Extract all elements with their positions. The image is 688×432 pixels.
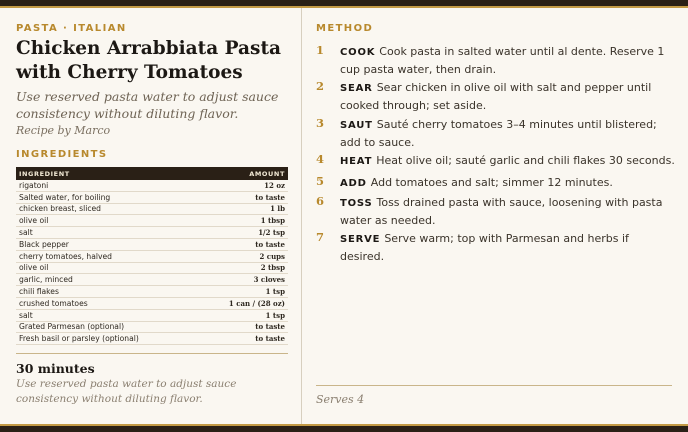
recipe-subtitle: Use reserved pasta water to adjust sauce consistency without diluting flavor. <box>16 89 279 121</box>
recipe-category: PASTA · ITALIAN <box>16 23 127 34</box>
ingredient-amount: 1 tsp <box>265 287 285 297</box>
servings: Serves 4 <box>316 393 365 406</box>
ingredients-table-header <box>16 167 288 180</box>
ingredient-amount: 1 lb <box>270 204 285 214</box>
step-number: 5 <box>316 174 325 188</box>
step-verb: SEAR <box>340 83 373 94</box>
ingredient-name: chili flakes <box>19 287 59 297</box>
step-number: 1 <box>316 43 325 57</box>
ingredient-amount: to taste <box>255 192 285 202</box>
amount-column-header: AMOUNT <box>249 169 285 178</box>
ingredient-row <box>16 333 288 345</box>
ingredient-amount: 2 tbsp <box>260 263 285 273</box>
ingredient-name: Black pepper <box>19 239 69 249</box>
ingredient-name: garlic, minced <box>19 275 73 285</box>
time-note: Use reserved pasta water to adjust sauce consistency without diluting flavor. <box>16 378 237 405</box>
step-text: Heat olive oil; sauté garlic and chili flakes 30 seconds. <box>376 154 675 167</box>
ingredient-name: Fresh basil or parsley (optional) <box>19 334 139 344</box>
step-verb: ADD <box>340 178 367 189</box>
step-text: Sear chicken in olive oil with salt and pepper until cooked through; set aside. <box>340 81 652 112</box>
step-number: 6 <box>316 194 325 208</box>
step-body <box>340 174 676 192</box>
ingredient-row <box>16 286 288 298</box>
left-footer-rule <box>16 353 288 354</box>
ingredient-name: cherry tomatoes, halved <box>19 251 112 261</box>
step-body <box>340 194 676 229</box>
ingredient-row <box>16 274 288 286</box>
step-text: Sauté cherry tomatoes 3–4 minutes until blistered; add to sauce. <box>340 118 657 149</box>
ingredient-amount: to taste <box>255 322 285 332</box>
step-number: 2 <box>316 79 325 93</box>
ingredient-amount: 2 cups <box>259 251 285 261</box>
bottom-band <box>0 426 688 432</box>
ingredient-row <box>16 215 288 227</box>
step-text: Toss drained pasta with sauce, loosening with pasta water as needed. <box>340 196 663 227</box>
ingredient-amount: 1 tsp <box>265 310 285 320</box>
ingredient-name: crushed tomatoes <box>19 298 88 308</box>
ingredient-row <box>16 251 288 263</box>
recipe-author: Recipe by Marco <box>16 124 111 137</box>
ingredient-amount: 1 can / (28 oz) <box>228 298 285 308</box>
ingredient-column-header: INGREDIENT <box>19 169 70 178</box>
step-text: Cook pasta in salted water until al dente. Reserve 1 cup pasta water, then drain. <box>340 45 665 76</box>
step-number: 7 <box>316 230 325 244</box>
ingredient-amount: 1/2 tsp <box>258 228 285 238</box>
ingredient-row <box>16 263 288 275</box>
ingredient-row <box>16 204 288 216</box>
ingredients-table <box>16 167 288 345</box>
total-time: 30 minutes <box>16 361 95 376</box>
step-body <box>340 43 676 78</box>
ingredient-amount: to taste <box>255 239 285 249</box>
step-verb: COOK <box>340 47 376 58</box>
step-text: Serve warm; top with Parmesan and herbs if desired. <box>340 232 629 263</box>
ingredient-name: rigatoni <box>19 180 49 190</box>
right-footer-rule <box>316 385 672 386</box>
ingredient-row <box>16 298 288 310</box>
step-number: 3 <box>316 116 325 130</box>
ingredient-name: olive oil <box>19 263 49 273</box>
ingredients-heading: INGREDIENTS <box>16 149 108 160</box>
step-body <box>340 79 676 114</box>
step-verb: HEAT <box>340 156 373 167</box>
ingredient-row <box>16 227 288 239</box>
step-verb: SERVE <box>340 234 381 245</box>
ingredient-amount: to taste <box>255 334 285 344</box>
ingredient-row <box>16 310 288 322</box>
ingredient-name: Grated Parmesan (optional) <box>19 322 125 332</box>
step-number: 4 <box>316 152 325 166</box>
ingredient-row <box>16 322 288 334</box>
step-body <box>340 152 676 170</box>
step-verb: TOSS <box>340 198 373 209</box>
ingredient-name: salt <box>19 228 33 238</box>
step-text: Add tomatoes and salt; simmer 12 minutes. <box>370 176 613 189</box>
ingredient-row <box>16 239 288 251</box>
ingredient-row <box>16 192 288 204</box>
step-body <box>340 230 676 265</box>
ingredient-row <box>16 180 288 192</box>
ingredient-name: Salted water, for boiling <box>19 192 111 202</box>
ingredient-name: salt <box>19 310 33 320</box>
method-heading: METHOD <box>316 23 374 34</box>
step-verb: SAUT <box>340 120 373 131</box>
ingredient-amount: 1 tbsp <box>260 216 285 226</box>
step-body <box>340 116 676 151</box>
ingredient-amount: 3 cloves <box>253 275 285 285</box>
ingredient-name: olive oil <box>19 216 49 226</box>
ingredient-amount: 12 oz <box>264 180 285 190</box>
recipe-title: Chicken Arrabbiata Pasta with Cherry Tomatoes <box>16 38 281 83</box>
ingredient-name: chicken breast, sliced <box>19 204 102 214</box>
